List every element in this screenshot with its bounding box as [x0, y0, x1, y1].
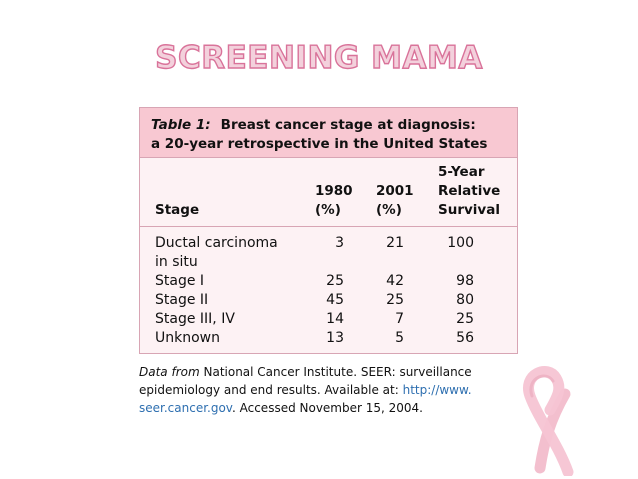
table-caption-label: Table 1: — [151, 117, 211, 133]
source-italic-prefix: Data from — [139, 365, 200, 379]
stage-table — [139, 107, 518, 354]
slide-title: SCREENING MAMA — [155, 40, 483, 76]
cell-stage: Unknown — [155, 330, 220, 346]
header-2001 — [376, 182, 414, 220]
header-survival-line3: Survival — [438, 202, 500, 218]
header-2001-unit: (%) — [376, 202, 402, 218]
header-survival-line1: 5-Year — [438, 164, 485, 180]
cell-stage-line1: Ductal carcinoma — [155, 235, 278, 251]
header-stage: Stage — [155, 202, 200, 218]
table-header-row — [140, 158, 517, 227]
source-text-line3: . Accessed November 15, 2004. — [231, 401, 423, 415]
source-text-line1: National Cancer Institute. SEER: surveillance — [203, 365, 472, 379]
table-caption — [140, 108, 517, 158]
table-row — [140, 291, 517, 310]
header-survival-line2: Relative — [438, 183, 501, 199]
pink-awareness-ribbon-icon — [510, 356, 580, 476]
table-caption-line1: Breast cancer stage at diagnosis: — [220, 117, 476, 133]
header-2001-year: 2001 — [376, 183, 414, 199]
cell-survival: 80 — [456, 292, 474, 308]
source-citation — [139, 363, 539, 417]
table-row — [140, 234, 517, 272]
cell-1980: 14 — [326, 311, 344, 327]
cell-2001: 5 — [395, 330, 404, 346]
table-body — [140, 227, 517, 348]
cell-1980: 45 — [326, 292, 344, 308]
cell-stage: Stage II — [155, 292, 209, 308]
cell-2001: 7 — [395, 311, 404, 327]
cell-survival: 25 — [456, 311, 474, 327]
cell-stage-line2: in situ — [155, 254, 198, 270]
table-row — [140, 310, 517, 329]
source-link-part2[interactable]: seer.cancer.gov — [139, 401, 232, 415]
cell-stage: Stage I — [155, 273, 205, 289]
cell-1980: 3 — [335, 235, 344, 251]
source-text-line2: epidemiology and end results. Available at: — [139, 383, 399, 397]
cell-1980: 25 — [326, 273, 344, 289]
cell-survival: 98 — [456, 273, 474, 289]
cell-survival: 100 — [447, 235, 474, 251]
table-row — [140, 329, 517, 348]
cell-stage: Stage III, IV — [155, 311, 235, 327]
header-1980-unit: (%) — [315, 202, 341, 218]
cell-1980: 13 — [326, 330, 344, 346]
table-row — [140, 272, 517, 291]
header-survival — [438, 163, 500, 220]
cell-2001: 21 — [386, 235, 404, 251]
cell-survival: 56 — [456, 330, 474, 346]
cell-2001: 42 — [386, 273, 404, 289]
cell-stage — [155, 234, 300, 272]
table-caption-line2: a 20-year retrospective in the United States — [151, 136, 488, 152]
header-1980-year: 1980 — [315, 183, 353, 199]
header-1980 — [315, 182, 353, 220]
source-link-part1[interactable]: http://www. — [402, 383, 472, 397]
cell-2001: 25 — [386, 292, 404, 308]
